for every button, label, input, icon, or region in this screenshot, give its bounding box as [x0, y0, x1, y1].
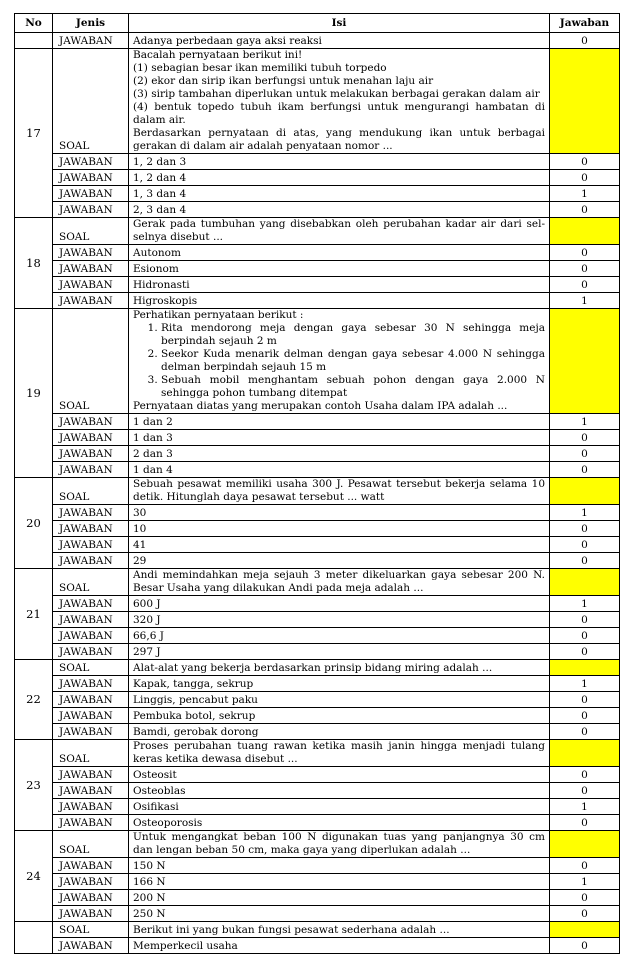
jawaban-cell-highlight	[550, 309, 620, 414]
jenis-cell: JAWABAN	[53, 414, 129, 430]
answer-text: 600 J	[129, 596, 550, 612]
answer-text: Kapak, tangga, sekrup	[129, 676, 550, 692]
answer-text: Autonom	[129, 245, 550, 261]
question-row	[15, 218, 620, 245]
jawaban-cell-highlight	[550, 478, 620, 505]
answer-row	[15, 293, 620, 309]
answer-value: 1	[550, 414, 620, 430]
answer-value: 0	[550, 277, 620, 293]
answer-value: 0	[550, 462, 620, 478]
table-row	[15, 33, 620, 49]
jenis-cell: JAWABAN	[53, 33, 129, 49]
answer-value: 0	[550, 154, 620, 170]
question-number	[15, 922, 53, 954]
jawaban-cell: 0	[550, 33, 620, 49]
question-line: (1) sebagian besar ikan memiliki tubuh torpedo	[133, 62, 387, 74]
jenis-cell: JAWABAN	[53, 692, 129, 708]
answer-text: 66,6 J	[129, 628, 550, 644]
list-item: 1. Rita mendorong meja dengan gaya sebesar 30 N sehingga meja berpindah sejauh 2 m	[161, 322, 545, 348]
statement-list	[133, 322, 545, 400]
answer-row	[15, 874, 620, 890]
question-line: (2) ekor dan sirip ikan berfungsi untuk menahan laju air	[133, 75, 434, 87]
answer-row	[15, 414, 620, 430]
jenis-cell: JAWABAN	[53, 462, 129, 478]
jenis-cell: SOAL	[53, 49, 129, 154]
jenis-cell: SOAL	[53, 218, 129, 245]
jenis-cell: JAWABAN	[53, 628, 129, 644]
question-text	[129, 49, 550, 154]
answer-value: 0	[550, 692, 620, 708]
question-text: Alat-alat yang bekerja berdasarkan prinsip bidang miring adalah ...	[129, 660, 550, 676]
answer-text: 250 N	[129, 906, 550, 922]
answer-value: 0	[550, 890, 620, 906]
jenis-cell: JAWABAN	[53, 596, 129, 612]
jenis-cell: SOAL	[53, 309, 129, 414]
answer-row	[15, 692, 620, 708]
question-number: 23	[15, 740, 53, 831]
answer-value: 0	[550, 245, 620, 261]
answer-text: Hidronasti	[129, 277, 550, 293]
answer-text: Bamdi, gerobak dorong	[129, 724, 550, 740]
answer-text: 10	[129, 521, 550, 537]
answer-value: 1	[550, 874, 620, 890]
answer-value: 0	[550, 783, 620, 799]
answer-row	[15, 462, 620, 478]
jenis-cell: JAWABAN	[53, 858, 129, 874]
jenis-cell: JAWABAN	[53, 553, 129, 569]
jenis-cell: SOAL	[53, 660, 129, 676]
question-number: 20	[15, 478, 53, 569]
answer-row	[15, 676, 620, 692]
header-jawaban: Jawaban	[550, 14, 620, 33]
jenis-cell: JAWABAN	[53, 261, 129, 277]
answer-row	[15, 277, 620, 293]
jenis-cell: JAWABAN	[53, 170, 129, 186]
header-no: No	[15, 14, 53, 33]
answer-value: 0	[550, 644, 620, 660]
answer-row	[15, 612, 620, 628]
jenis-cell: JAWABAN	[53, 708, 129, 724]
question-number: 21	[15, 569, 53, 660]
isi-cell: Adanya perbedaan gaya aksi reaksi	[129, 33, 550, 49]
jawaban-cell-highlight	[550, 922, 620, 938]
answer-value: 1	[550, 799, 620, 815]
jawaban-cell-highlight	[550, 569, 620, 596]
answer-text: 1, 3 dan 4	[129, 186, 550, 202]
answer-row	[15, 644, 620, 660]
answer-text: 30	[129, 505, 550, 521]
question-row	[15, 478, 620, 505]
jenis-cell: SOAL	[53, 922, 129, 938]
answer-text: Linggis, pencabut paku	[129, 692, 550, 708]
jenis-cell: SOAL	[53, 740, 129, 767]
answer-value: 0	[550, 521, 620, 537]
jenis-cell: SOAL	[53, 569, 129, 596]
jenis-cell: JAWABAN	[53, 537, 129, 553]
question-line: Berdasarkan pernyataan di atas, yang mendukung ikan untuk berbagai gerakan di dalam air adalah penyataan nomor ...	[133, 127, 545, 152]
question-row	[15, 569, 620, 596]
jenis-cell: JAWABAN	[53, 724, 129, 740]
jenis-cell: JAWABAN	[53, 612, 129, 628]
question-text: Andi memindahkan meja sejauh 3 meter dikeluarkan gaya sebesar 200 N. Besar Usaha yang dilakukan Andi pada meja adalah ...	[129, 569, 550, 596]
answer-text: 200 N	[129, 890, 550, 906]
question-text	[129, 309, 550, 414]
answer-value: 0	[550, 815, 620, 831]
jenis-cell: JAWABAN	[53, 446, 129, 462]
question-number: 19	[15, 309, 53, 478]
answer-text: 2 dan 3	[129, 446, 550, 462]
answer-row	[15, 596, 620, 612]
answer-value: 0	[550, 612, 620, 628]
answer-row	[15, 815, 620, 831]
question-text: Gerak pada tumbuhan yang disebabkan oleh perubahan kadar air dari sel-selnya disebut ...	[129, 218, 550, 245]
answer-row	[15, 430, 620, 446]
jenis-cell: SOAL	[53, 478, 129, 505]
answer-row	[15, 537, 620, 553]
jenis-cell: JAWABAN	[53, 277, 129, 293]
question-number: 18	[15, 218, 53, 309]
answer-text: Osteoporosis	[129, 815, 550, 831]
answer-value: 0	[550, 938, 620, 954]
header-jenis: Jenis	[53, 14, 129, 33]
question-line: Pernyataan diatas yang merupakan contoh Usaha dalam IPA adalah ...	[133, 400, 508, 412]
jenis-cell: JAWABAN	[53, 799, 129, 815]
answer-value: 0	[550, 446, 620, 462]
answer-text: Esionom	[129, 261, 550, 277]
answer-row	[15, 858, 620, 874]
answer-value: 0	[550, 858, 620, 874]
answer-row	[15, 154, 620, 170]
answer-key-table	[14, 13, 620, 954]
answer-row	[15, 261, 620, 277]
answer-text: 1 dan 2	[129, 414, 550, 430]
jenis-cell: JAWABAN	[53, 874, 129, 890]
jenis-cell: JAWABAN	[53, 815, 129, 831]
answer-text: 2, 3 dan 4	[129, 202, 550, 218]
answer-row	[15, 906, 620, 922]
answer-text: 166 N	[129, 874, 550, 890]
question-text: Berikut ini yang bukan fungsi pesawat sederhana adalah ...	[129, 922, 550, 938]
question-number: 22	[15, 660, 53, 740]
jenis-cell: JAWABAN	[53, 644, 129, 660]
question-row	[15, 49, 620, 154]
answer-value: 0	[550, 202, 620, 218]
question-row	[15, 922, 620, 938]
answer-value: 0	[550, 906, 620, 922]
answer-value: 0	[550, 628, 620, 644]
jenis-cell: JAWABAN	[53, 890, 129, 906]
question-text: Sebuah pesawat memiliki usaha 300 J. Pesawat tersebut bekerja selama 10 detik. Hitunglah daya pesawat tersebut ... watt	[129, 478, 550, 505]
jenis-cell: JAWABAN	[53, 202, 129, 218]
answer-key-document	[14, 13, 619, 954]
jawaban-cell-highlight	[550, 49, 620, 154]
jenis-cell: JAWABAN	[53, 521, 129, 537]
question-row	[15, 831, 620, 858]
question-line: Bacalah pernyataan berikut ini!	[133, 49, 303, 61]
answer-text: 29	[129, 553, 550, 569]
question-row	[15, 660, 620, 676]
jenis-cell: JAWABAN	[53, 154, 129, 170]
answer-value: 0	[550, 537, 620, 553]
answer-value: 1	[550, 293, 620, 309]
header-isi: Isi	[129, 14, 550, 33]
answer-row	[15, 521, 620, 537]
jenis-cell: SOAL	[53, 831, 129, 858]
jenis-cell: JAWABAN	[53, 938, 129, 954]
answer-row	[15, 170, 620, 186]
answer-row	[15, 708, 620, 724]
answer-text: 320 J	[129, 612, 550, 628]
answer-text: Higroskopis	[129, 293, 550, 309]
question-row	[15, 740, 620, 767]
answer-row	[15, 938, 620, 954]
question-line: (4) bentuk topedo tubuh ikam berfungsi untuk mengurangi hambatan di dalam air.	[133, 101, 545, 126]
answer-value: 0	[550, 553, 620, 569]
jenis-cell: JAWABAN	[53, 676, 129, 692]
answer-text: Pembuka botol, sekrup	[129, 708, 550, 724]
jenis-cell: JAWABAN	[53, 505, 129, 521]
answer-row	[15, 799, 620, 815]
answer-row	[15, 783, 620, 799]
question-intro: Perhatikan pernyataan berikut :	[133, 309, 304, 321]
answer-value: 1	[550, 505, 620, 521]
question-number: 24	[15, 831, 53, 922]
answer-value: 0	[550, 170, 620, 186]
answer-value: 0	[550, 430, 620, 446]
answer-value: 0	[550, 767, 620, 783]
answer-row	[15, 245, 620, 261]
question-line: (3) sirip tambahan diperlukan untuk melakukan berbagai gerakan dalam air	[133, 88, 540, 100]
answer-text: 150 N	[129, 858, 550, 874]
question-number: 17	[15, 49, 53, 218]
answer-text: 41	[129, 537, 550, 553]
answer-text: Memperkecil usaha	[129, 938, 550, 954]
jawaban-cell-highlight	[550, 831, 620, 858]
header-row	[15, 14, 620, 33]
answer-row	[15, 446, 620, 462]
answer-text: 1, 2 dan 4	[129, 170, 550, 186]
answer-text: Osteosit	[129, 767, 550, 783]
jawaban-cell-highlight	[550, 218, 620, 245]
no-cell	[15, 33, 53, 49]
answer-text: 297 J	[129, 644, 550, 660]
jenis-cell: JAWABAN	[53, 430, 129, 446]
answer-value: 1	[550, 596, 620, 612]
question-text: Untuk mengangkat beban 100 N digunakan tuas yang panjangnya 30 cm dan lengan beban 50 cm, maka gaya yang diperlukan adalah ...	[129, 831, 550, 858]
answer-row	[15, 628, 620, 644]
answer-row	[15, 724, 620, 740]
question-text: Proses perubahan tuang rawan ketika masih janin hingga menjadi tulang keras ketika dewasa disebut ...	[129, 740, 550, 767]
answer-value: 0	[550, 261, 620, 277]
list-item: 2. Seekor Kuda menarik delman dengan gaya sebesar 4.000 N sehingga delman berpindah sejauh 15 m	[161, 348, 545, 374]
jawaban-cell-highlight	[550, 740, 620, 767]
answer-row	[15, 186, 620, 202]
answer-value: 1	[550, 676, 620, 692]
answer-row	[15, 202, 620, 218]
answer-text: 1, 2 dan 3	[129, 154, 550, 170]
answer-text: 1 dan 4	[129, 462, 550, 478]
jawaban-cell-highlight	[550, 660, 620, 676]
answer-row	[15, 890, 620, 906]
question-row	[15, 309, 620, 414]
jenis-cell: JAWABAN	[53, 293, 129, 309]
answer-row	[15, 767, 620, 783]
answer-row	[15, 553, 620, 569]
answer-text: Osteoblas	[129, 783, 550, 799]
jenis-cell: JAWABAN	[53, 767, 129, 783]
answer-text: 1 dan 3	[129, 430, 550, 446]
answer-value: 1	[550, 186, 620, 202]
answer-row	[15, 505, 620, 521]
jenis-cell: JAWABAN	[53, 245, 129, 261]
list-item: 3. Sebuah mobil menghantam sebuah pohon dengan gaya 2.000 N sehingga pohon tumbang ditempat	[161, 374, 545, 400]
answer-value: 0	[550, 724, 620, 740]
jenis-cell: JAWABAN	[53, 783, 129, 799]
answer-text: Osifikasi	[129, 799, 550, 815]
jenis-cell: JAWABAN	[53, 186, 129, 202]
answer-value: 0	[550, 708, 620, 724]
jenis-cell: JAWABAN	[53, 906, 129, 922]
